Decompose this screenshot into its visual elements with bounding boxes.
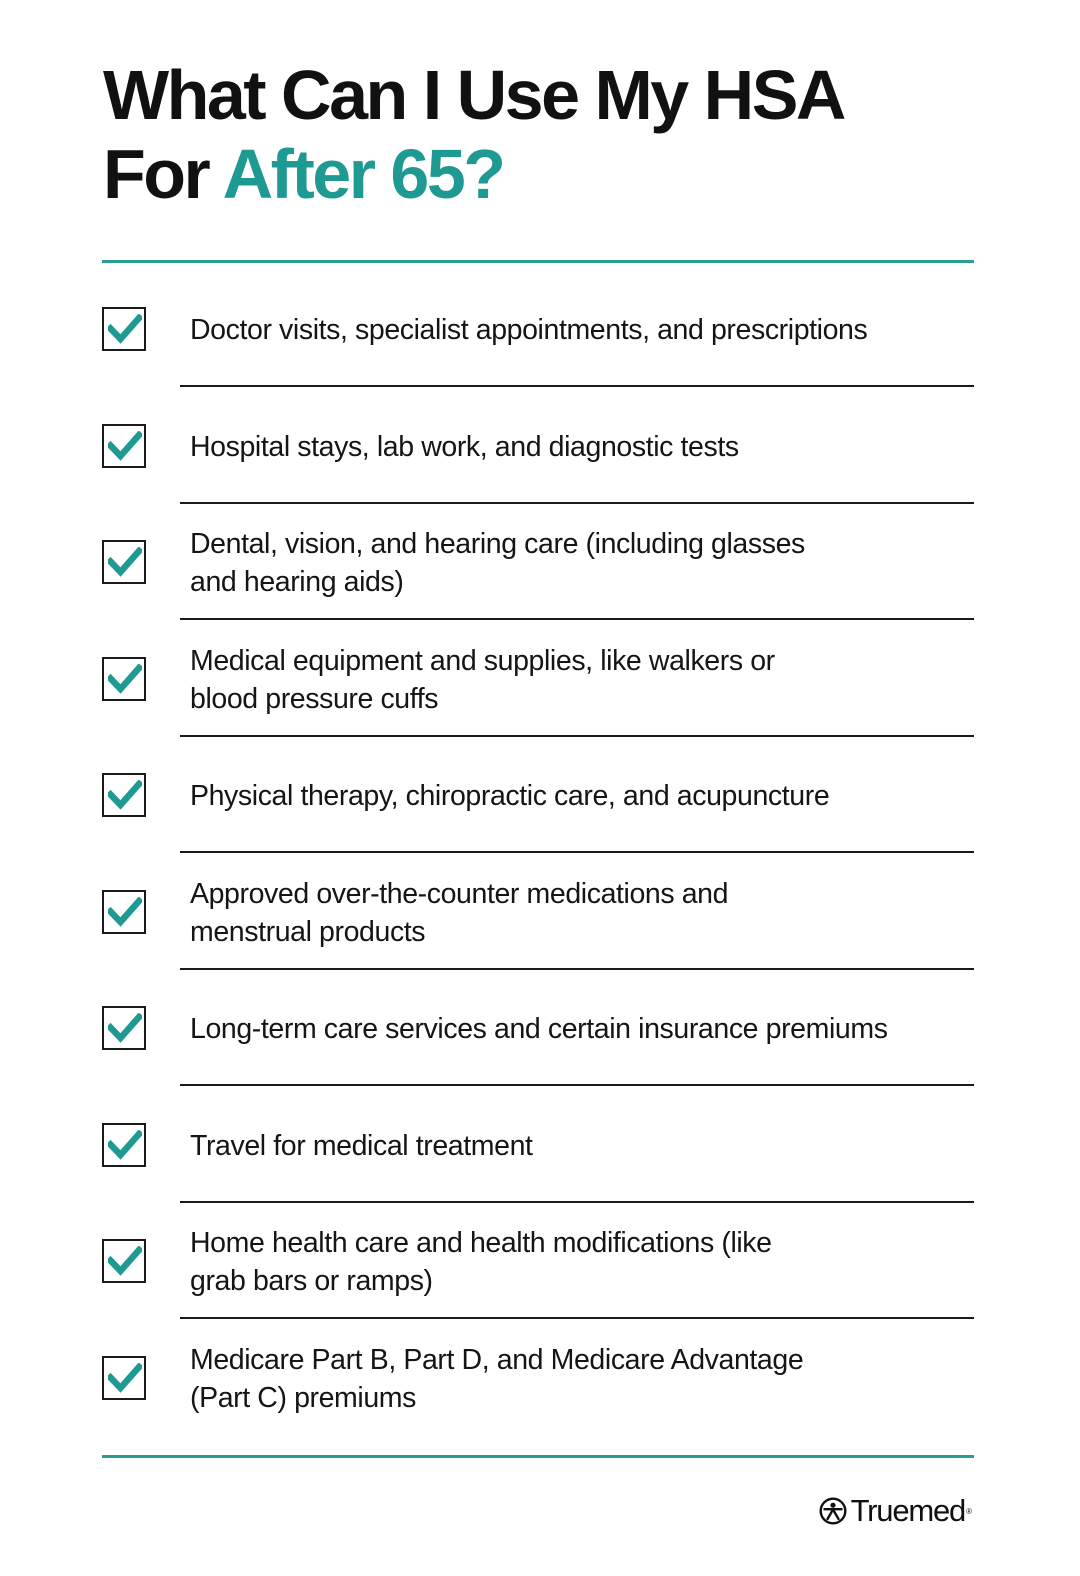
- list-item: [0, 853, 1080, 969]
- checkmark-icon: [108, 431, 142, 461]
- checkbox: [102, 1123, 146, 1167]
- checkbox: [102, 773, 146, 817]
- checkbox: [102, 1356, 146, 1400]
- list-item: [0, 1319, 1080, 1435]
- list-item: [0, 969, 1080, 1085]
- checkmark-icon: [108, 1130, 142, 1160]
- checkmark-icon: [108, 1013, 142, 1043]
- list-item: [0, 503, 1080, 619]
- checkmark-icon: [108, 897, 142, 927]
- list-item-text: Dental, vision, and hearing care (including glasses and hearing aids): [190, 528, 805, 598]
- list-item-text: Approved over-the-counter medications and menstrual products: [190, 877, 729, 948]
- list-item-text: Physical therapy, chiropractic care, and acupuncture: [190, 780, 830, 812]
- checkmark-icon: [108, 314, 142, 344]
- brand-logo: [819, 1493, 972, 1529]
- title-line-1: What Can I Use My HSA: [103, 56, 844, 134]
- list-item: [0, 1086, 1080, 1202]
- checkmark-icon: [108, 664, 142, 694]
- checkbox: [102, 424, 146, 468]
- bottom-divider: [102, 1455, 974, 1458]
- brand-name: Truemed: [850, 1493, 966, 1528]
- title-line-2-prefix: For: [103, 135, 223, 213]
- checkbox: [102, 657, 146, 701]
- checkbox: [102, 890, 146, 934]
- checkmark-icon: [108, 780, 142, 810]
- top-divider: [102, 260, 974, 263]
- list-item-text: Long-term care services and certain insurance premiums: [190, 1013, 888, 1045]
- list-item-text: Home health care and health modifications (like grab bars or ramps): [190, 1227, 772, 1297]
- list-item-text: Doctor visits, specialist appointments, and prescriptions: [190, 314, 868, 346]
- list-item-text: Hospital stays, lab work, and diagnostic tests: [190, 430, 739, 463]
- checkbox: [102, 1006, 146, 1050]
- list-item: [0, 620, 1080, 736]
- checkbox: [102, 1239, 146, 1283]
- truemed-logo-icon: [819, 1497, 847, 1525]
- list-item: [0, 736, 1080, 852]
- registered-mark: ®: [966, 1506, 972, 1516]
- list-item-text: Medical equipment and supplies, like walkers or blood pressure cuffs: [190, 644, 775, 715]
- checkmark-icon: [108, 547, 142, 577]
- title-accent: After 65?: [222, 135, 504, 213]
- checkmark-icon: [108, 1246, 142, 1276]
- list-item: [0, 1202, 1080, 1318]
- checkbox: [102, 540, 146, 584]
- list-item: [0, 387, 1080, 503]
- list-item-text: Travel for medical treatment: [190, 1129, 533, 1162]
- page-title: [103, 56, 844, 214]
- list-item: [0, 270, 1080, 386]
- checkmark-icon: [108, 1363, 142, 1393]
- checkbox: [102, 307, 146, 351]
- list-item-text: Medicare Part B, Part D, and Medicare Advantage (Part C) premiums: [190, 1343, 804, 1414]
